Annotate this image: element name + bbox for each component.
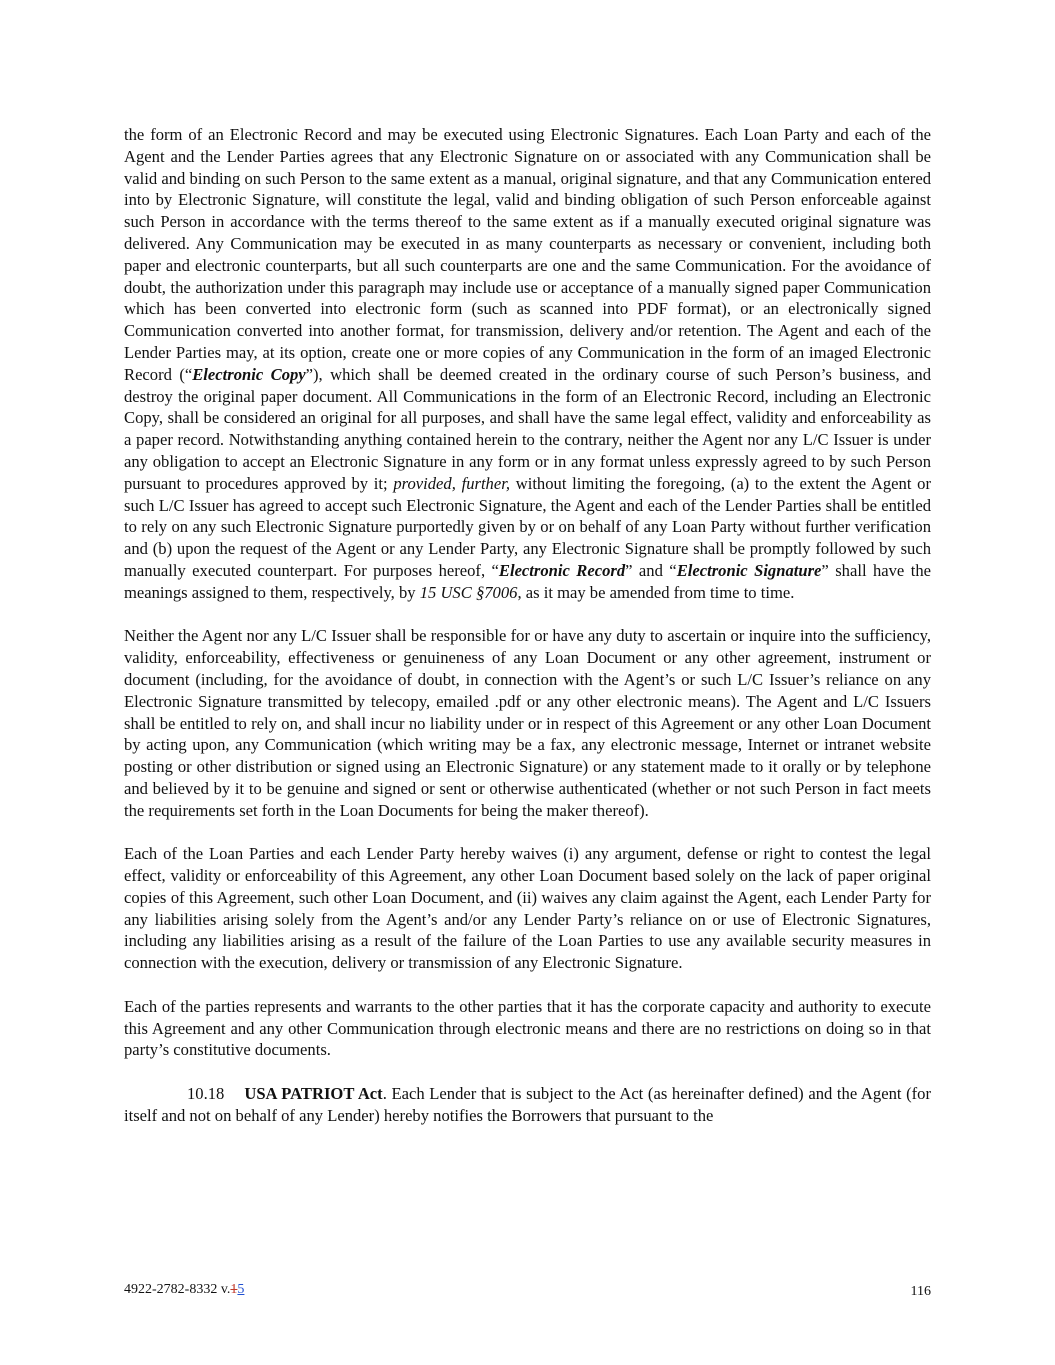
- version-inserted: 5: [237, 1282, 245, 1297]
- defined-term-electronic-signature: Electronic Signature: [676, 560, 822, 580]
- paragraph-text: ”), which shall be deemed created in the ordinary course of such Person’s business, and destroy the original paper document. All Communications in the form of an Electronic Record, including an Electronic Copy, shall be considered an original for all purposes, and shall have the same legal effect, validity and enforceability as a paper record. Notwithstanding anything contained herein to the contrary, neither the Agent nor any L/C Issuer is under any obligation to accept an Electronic Signature in any form or in any format unless expressly agreed to by such Person pursuant to procedures approved by it;: [124, 364, 932, 493]
- doc-id-text: 4922-2782-8332 v.: [124, 1282, 231, 1297]
- section-10-18: [124, 1083, 931, 1127]
- section-heading: USA PATRIOT Act: [244, 1084, 383, 1104]
- section-number: 10.18: [187, 1084, 225, 1104]
- section-text: . Each Lender that is subject to the Act (as hereinafter defined) and the Agent (for itself and not on behalf of any Lender) hereby notifies the Borrowers that pursuant to the: [124, 1084, 931, 1125]
- paragraph-waiver: Each of the Loan Parties and each Lender Party hereby waives (i) any argument, defense or right to contest the legal effect, validity or enforceability of this Agreement, any other Loan Document based solely on the lack of paper original copies of this Agreement, such other Loan Document, and (ii) waives any claim against the Agent, each Lender Party for any liabilities arising solely from the Agent’s and/or any Lender Party’s reliance on or use of Electronic Signatures, including any liabilities arising as a result of the failure of the Loan Parties to use any available security measures in connection with the execution, delivery or transmission of any Electronic Signature.: [124, 844, 931, 973]
- paragraph-electronic-records: [124, 124, 931, 604]
- paragraph-text: , as it may be amended from time to time.: [517, 582, 795, 602]
- paragraph-text: the form of an Electronic Record and may be executed using Electronic Signatures. Each Loan Party and each of the Agent and the Lender Parties agrees that any Electronic Signature on or associated with any Communication shall be valid and binding on such Person to the same extent as a manual, original signature, and that any Communication entered into by Electronic Signature, will constitute the legal, valid and binding obligation of such Person enforceable against such Person in accordance with the terms thereof to the same extent as if a manually executed original signature was delivered. Any Communication may be executed in as many counterparts as necessary or convenient, including both paper and electronic counterparts, but all such counterparts are one and the same Communication. For the avoidance of doubt, the authorization under this paragraph may include use or acceptance of a manually signed paper Communication which has been converted into electronic form (such as scanned into PDF format), or an electronically signed Communication converted into another format, for transmission, delivery and/or retention. The Agent and each of the Lender Parties may, at its option, create one or more copies of any Communication in the form of an imaged Electronic Record (“: [124, 125, 931, 384]
- paragraph-text: ” and “: [625, 560, 677, 580]
- document-id: [124, 1282, 244, 1298]
- paragraph-no-duty: Neither the Agent nor any L/C Issuer shall be responsible for or have any duty to ascertain or inquire into the sufficiency, validity, enforceability, effectiveness or genuineness of any Loan Document or any other agreement, instrument or document (including, for the avoidance of doubt, in connection with the Agent’s or such L/C Issuer’s reliance on any Electronic Signature transmitted by telecopy, emailed .pdf or any other electronic means). The Agent and L/C Issuers shall be entitled to rely on, and shall incur no liability under or in respect of this Agreement or any other Loan Document by acting upon, any Communication (which writing may be a fax, any electronic message, Internet or intranet website posting or other distribution or signed using an Electronic Signature) or any statement made to it orally or by telephone and believed by it to be genuine and signed or sent or otherwise authenticated (whether or not such Person in fact meets the requirements set forth in the Loan Documents for being the maker thereof).: [124, 626, 931, 820]
- page-number: 116: [910, 1284, 931, 1299]
- defined-term-electronic-record: Electronic Record: [498, 560, 626, 580]
- statute-citation: 15 USC §7006: [419, 582, 518, 602]
- defined-term-electronic-copy: Electronic Copy: [192, 364, 306, 384]
- paragraph-text: without limiting the foregoing, (a) to the extent the Agent or such L/C Issuer has agreed to accept such Electronic Signature, the Agent and each of the Lender Parties shall be entitled to rely on any such Electronic Signature purportedly given by or on behalf of any Loan Party without further verification and (b) upon the request of the Agent or any Lender Party, any Electronic Signature shall be promptly followed by such manually executed counterpart. For purposes hereof, “: [124, 473, 931, 580]
- proviso-text: provided, further,: [393, 473, 510, 493]
- version-deleted: 1: [230, 1282, 238, 1297]
- paragraph-text: ” shall have the meanings assigned to them, respectively, by: [124, 560, 931, 602]
- paragraph-representations: Each of the parties represents and warrants to the other parties that it has the corporate capacity and authority to execute this Agreement and any other Communication through electronic means and there are no restrictions on doing so in that party’s constitutive documents.: [124, 996, 931, 1060]
- document-body: [124, 124, 931, 1127]
